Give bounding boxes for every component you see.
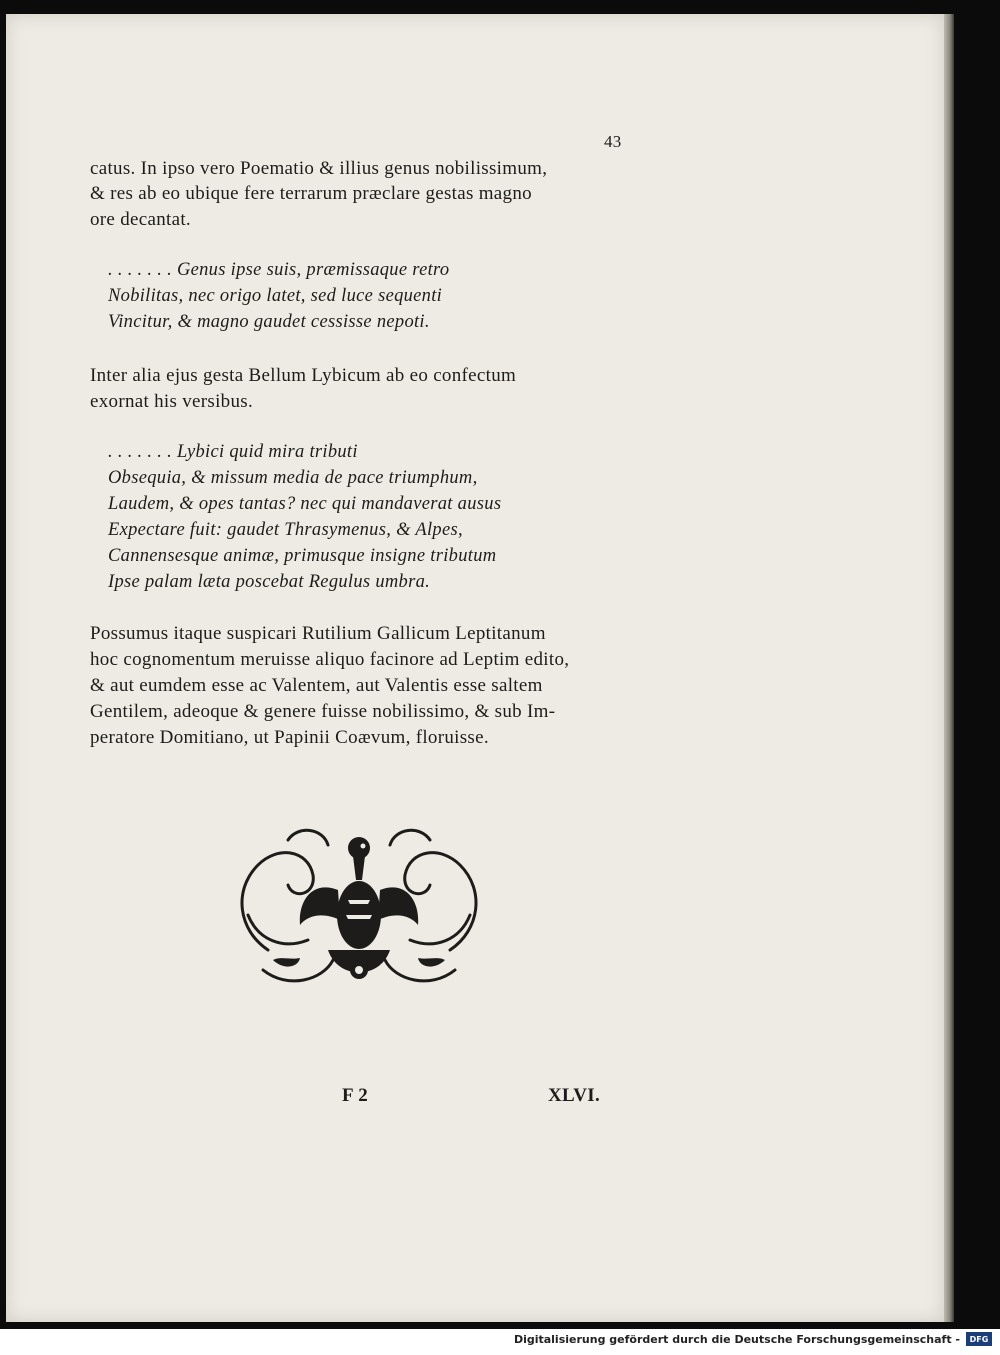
paragraph-2-line-2: exornat his versibus. (90, 391, 254, 412)
catchword: XLVI. (548, 1085, 601, 1106)
paragraph-3-line-2: hoc cognomentum meruisse aliquo facinore ad Leptim edito, (90, 649, 570, 670)
eagle-ornament-icon (228, 820, 490, 995)
verse-2-line-5: Cannensesque animæ, primusque insigne tributum (108, 546, 497, 566)
verse-1-line-3: Vincitur, & magno gaudet cessisse nepoti. (108, 312, 430, 332)
paragraph-3-line-1: Possumus itaque suspicari Rutilium Gallicum Leptitanum (90, 623, 546, 644)
page-edge-shadow (944, 14, 954, 1322)
paragraph-1-line-1: catus. In ipso vero Poematio & illius genus nobilissimum, (90, 158, 548, 179)
verse-2-line-1: . . . . . . . Lybici quid mira tributi (108, 442, 358, 462)
verse-2-line-3: Laudem, & opes tantas? nec qui mandaverat ausus (108, 494, 502, 514)
verse-2-line-2: Obsequia, & missum media de pace triumphum, (108, 468, 478, 488)
verse-1-line-2: Nobilitas, nec origo latet, sed luce sequenti (108, 286, 443, 306)
paragraph-3-line-3: & aut eumdem esse ac Valentem, aut Valentis esse saltem (90, 675, 543, 696)
paragraph-3-line-5: peratore Domitiano, ut Papinii Coævum, floruisse. (90, 727, 489, 748)
paragraph-3-line-4: Gentilem, adeoque & genere fuisse nobilissimo, & sub Im- (90, 701, 556, 722)
paragraph-1-line-2: & res ab eo ubique fere terrarum præclare gestas magno (90, 183, 532, 204)
verse-2-line-4: Expectare fuit: gaudet Thrasymenus, & Alpes, (108, 520, 463, 540)
verse-1-line-1: . . . . . . . Genus ipse suis, præmissaque retro (108, 260, 450, 280)
signature-mark: F 2 (342, 1085, 369, 1106)
dfg-logo-icon: DFG (966, 1332, 992, 1346)
paragraph-1-line-3: ore decantat. (90, 209, 191, 230)
funding-credit: Digitalisierung gefördert durch die Deutsche Forschungsgemeinschaft - (513, 1333, 960, 1346)
paragraph-2-line-1: Inter alia ejus gesta Bellum Lybicum ab eo confectum (90, 365, 517, 386)
page-number: 43 (604, 132, 622, 151)
verse-2-line-6: Ipse palam læta poscebat Regulus umbra. (108, 572, 431, 592)
